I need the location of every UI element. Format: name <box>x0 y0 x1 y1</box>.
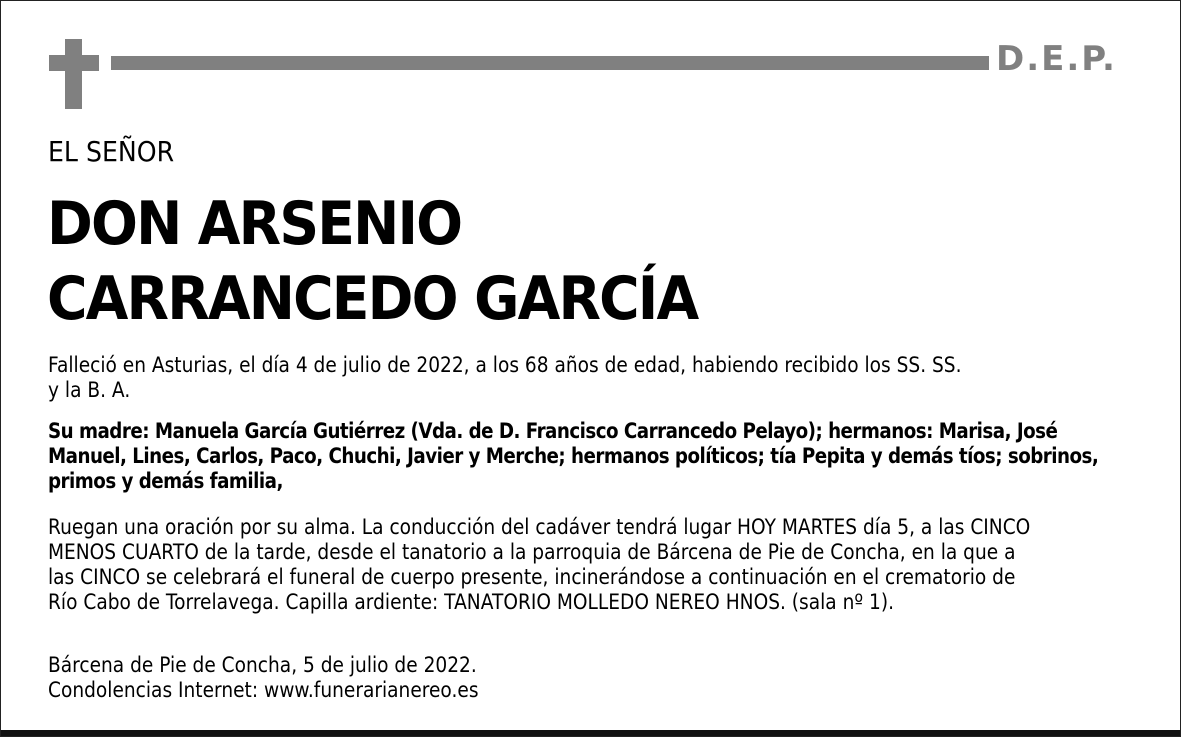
family-line: Manuel, Lines, Carlos, Paco, Chuchi, Javier y Merche; hermanos políticos; tía Pepita y demás tíos; sobrinos, <box>48 444 1099 468</box>
name-line: DON ARSENIO <box>47 189 462 259</box>
condolences-line: Condolencias Internet: www.funerarianereo.es <box>48 678 479 702</box>
family-line: Su madre: Manuela García Gutiérrez (Vda. de D. Francisco Carrancedo Pelayo); hermanos: Marisa, José <box>48 419 1058 443</box>
funeral-details <box>48 515 1048 615</box>
dep-label: D.E.P. <box>996 39 1117 79</box>
closing-info <box>48 653 1048 703</box>
death-line: y la B. A. <box>48 378 131 402</box>
funeral-line: Ruegan una oración por su alma. La conducción del cadáver tendrá lugar HOY MARTES día 5, a las CINCO <box>48 515 1031 539</box>
funeral-line: Río Cabo de Torrelavega. Capilla ardiente: TANATORIO MOLLEDO NEREO HNOS. (sala nº 1). <box>48 590 895 614</box>
cross-icon <box>49 39 99 109</box>
funeral-line: las CINCO se celebrará el funeral de cuerpo presente, incinerándose a continuación en el crematorio de <box>48 565 1016 589</box>
family-line: primos y demás familia, <box>48 469 283 493</box>
deceased-name <box>47 187 697 337</box>
funeral-line: MENOS CUARTO de la tarde, desde el tanatorio a la parroquia de Bárcena de Pie de Concha, en la que a <box>48 540 1016 564</box>
death-line: Falleció en Asturias, el día 4 de julio de 2022, a los 68 años de edad, habiendo recibido los SS. SS. <box>48 353 962 377</box>
honorific: EL SEÑOR <box>48 135 175 168</box>
header-rule <box>111 56 989 70</box>
place-date: Bárcena de Pie de Concha, 5 de julio de 2022. <box>48 653 477 677</box>
death-notice <box>48 353 1048 403</box>
bottom-rule <box>1 730 1180 736</box>
name-line: CARRANCEDO GARCÍA <box>47 264 698 334</box>
family-list <box>48 419 1099 494</box>
